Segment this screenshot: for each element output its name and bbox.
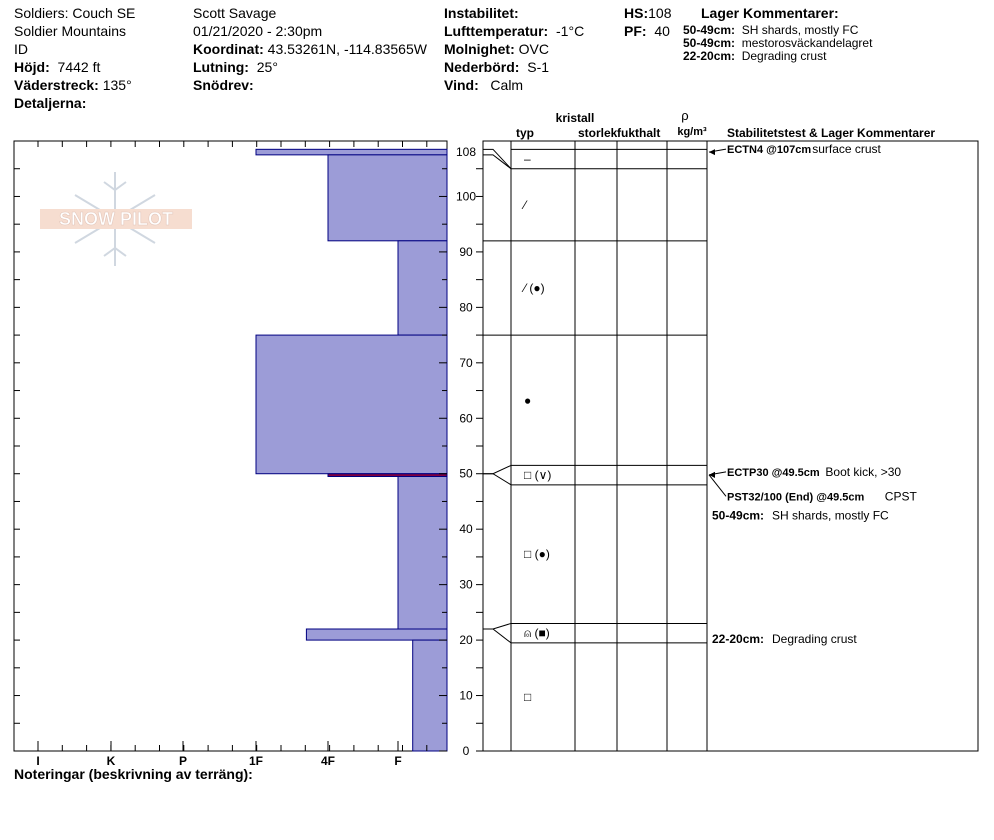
grain-symbol: ⁄	[524, 197, 527, 212]
site-state: ID	[14, 41, 28, 57]
row-comment-text: Degrading crust	[772, 631, 857, 646]
layer-comment: 22-20cm: Degrading crust	[683, 49, 827, 63]
slope-row: Lutning: 25°	[193, 59, 278, 75]
grain-symbol: □ (●)	[524, 547, 550, 562]
cloud-row: Molnighet: OVC	[444, 41, 549, 57]
depth-left-ticks	[14, 169, 20, 751]
notes-label: Noteringar (beskrivning av terräng):	[14, 766, 253, 782]
col-header-rho: ρ	[681, 108, 689, 123]
hardness-top-ticks	[38, 141, 427, 147]
stability-test-comment: CPST	[884, 489, 917, 504]
grain-symbol: □ (∨)	[524, 468, 552, 483]
instability-row: Instabilitet:	[444, 5, 519, 21]
stability-test-comment: Boot kick, >30	[825, 464, 902, 479]
hardness-layers	[256, 149, 447, 751]
observer-name: Scott Savage	[193, 5, 277, 21]
hardness-layer-bar	[256, 149, 447, 155]
grain-symbol: –	[524, 152, 531, 167]
grain-connector	[483, 155, 511, 169]
col-header-moisture: fukthalt	[617, 126, 661, 140]
depth-tick-label: 100	[455, 189, 477, 204]
depth-tick-label: 50	[459, 466, 473, 481]
pf-row: PF: 40	[624, 23, 670, 39]
col-header-size: storlek	[578, 126, 618, 140]
stability-test-arrow	[709, 475, 726, 496]
row-comment-label: 22-20cm:	[712, 631, 765, 646]
airtemp-row: Lufttemperatur: -1°C	[444, 23, 585, 39]
depth-tick-label: 80	[459, 300, 473, 315]
row-comment-text: SH shards, mostly FC	[772, 508, 889, 523]
coordinate-row: Koordinat: 43.53261N, -114.83565W	[193, 41, 427, 57]
layer-comment: 50-49cm: SH shards, mostly FC	[683, 23, 859, 37]
grain-symbol: ⍝ (■)	[524, 626, 550, 641]
grain-connector	[483, 623, 511, 629]
layer-comments-title: Lager Kommentarer:	[701, 5, 839, 21]
grain-symbol: ⁄ (●)	[524, 280, 545, 295]
elevation-row: Höjd: 7442 ft	[14, 59, 101, 75]
site-name: Soldiers: Couch SE	[14, 5, 136, 21]
stability-test-label: PST32/100 (End) @49.5cm	[727, 491, 865, 504]
hardness-tick-label: I	[36, 754, 40, 768]
stability-test-comment: surface crust	[812, 142, 881, 157]
depth-tick-label: 40	[459, 522, 473, 537]
hardness-bottom-ticks	[36, 741, 426, 768]
drift-row: Snödrev:	[193, 77, 254, 93]
depth-tick-label: 10	[459, 688, 473, 703]
hardness-layer-bar	[256, 335, 447, 474]
depth-tick-label: 90	[459, 244, 473, 259]
aspect-row: Väderstreck: 135°	[14, 77, 132, 93]
hardness-tick-label: F	[394, 754, 402, 768]
stability-test-arrowhead	[709, 149, 715, 155]
svg-text:SNOW PILOT: SNOW PILOT	[59, 209, 173, 229]
stability-test-label: ECTP30 @49.5cm	[727, 466, 820, 479]
grain-connector	[483, 474, 511, 485]
depth-tick-label: 108	[455, 145, 477, 160]
wind-row: Vind: Calm	[444, 77, 524, 93]
stability-test-label: ECTN4 @107cm	[727, 144, 812, 157]
site-range: Soldier Mountains	[14, 23, 127, 39]
depth-tick-label: 0	[462, 744, 470, 758]
row-comment-label: 50-49cm:	[712, 508, 765, 523]
details-row: Detaljerna:	[14, 95, 87, 111]
snowpilot-logo	[40, 172, 192, 266]
layer-comment: 50-49cm: mestorosväckandelagret	[683, 36, 873, 50]
hardness-layer-bar	[398, 241, 447, 335]
hardness-tick-label: P	[178, 754, 188, 768]
col-header-crystal: kristall	[555, 111, 595, 125]
stability-tests	[709, 142, 917, 646]
hardness-layer-bar	[328, 155, 447, 241]
grain-table	[483, 141, 978, 751]
grain-connector	[483, 629, 511, 643]
observation-datetime: 01/21/2020 - 2:30pm	[193, 23, 323, 39]
col-header-stability: Stabilitetstest & Lager Kommentarer	[727, 126, 936, 140]
col-header-density-unit: kg/m³	[677, 126, 707, 138]
hardness-tick-label: K	[106, 754, 116, 768]
depth-tick-label: 20	[459, 633, 473, 648]
hs-row: HS:108	[624, 5, 672, 21]
depth-tick-label: 30	[459, 577, 473, 592]
hardness-layer-bar	[306, 629, 447, 640]
hardness-tick-label: 1F	[248, 754, 264, 768]
grain-connector	[483, 465, 511, 473]
grain-symbol: □	[524, 689, 532, 704]
grain-table-frame	[483, 141, 978, 751]
precip-row: Nederbörd: S-1	[444, 59, 550, 75]
depth-tick-label: 70	[459, 355, 473, 370]
hardness-tick-label: 4F	[320, 754, 336, 768]
depth-tick-label: 60	[459, 411, 473, 426]
col-header-type: typ	[516, 126, 534, 140]
grain-rows	[483, 149, 707, 704]
stability-test-arrowhead	[709, 472, 715, 478]
hardness-layer-bar	[398, 477, 447, 630]
grain-symbol: ●	[524, 393, 532, 408]
